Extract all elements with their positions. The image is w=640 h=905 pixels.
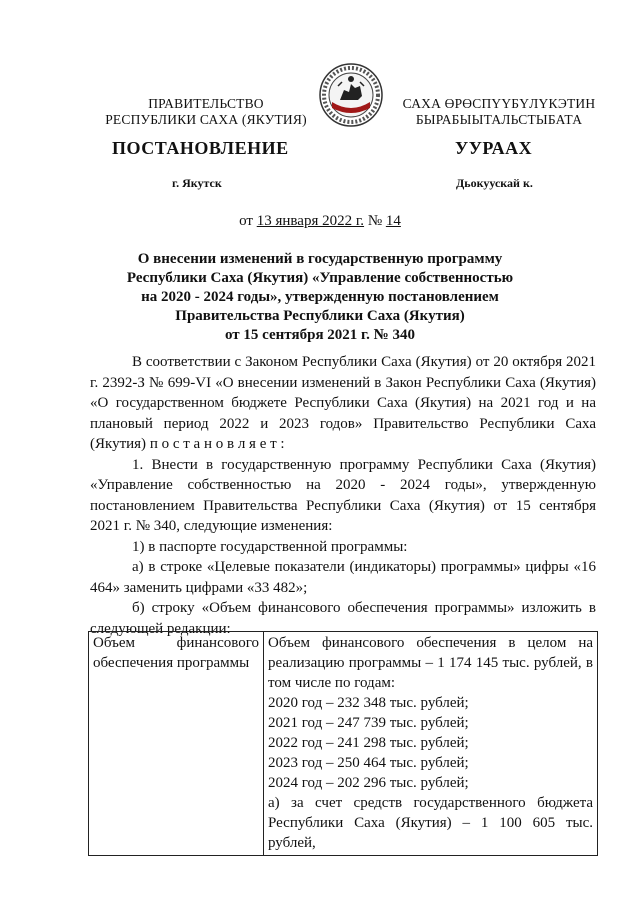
date-line (0, 213, 640, 230)
city-sah: Дьокуускай к. (456, 176, 533, 190)
financing-year: 2023 год – 250 464 тыс. рублей; (268, 755, 469, 771)
title-line: Республики Саха (Якутия) «Управление собственностью (126, 270, 514, 286)
government-name-ru (96, 96, 316, 128)
date-prefix: от (239, 213, 253, 229)
table-cell-content (264, 632, 598, 856)
city-ru: г. Якутск (172, 176, 222, 190)
table-cell-label: Объем финансового обеспечения программы (89, 632, 264, 856)
paragraph-preamble (90, 352, 596, 455)
paragraph-subitem-b: б) строку «Объем финансового обеспечения программы» изложить в следующей редакции: (90, 600, 596, 637)
paragraph-item-1: 1. Внести в государственную программу Республики Саха (Якутия) «Управление собственностью на 2020 - 2024 годы», утвержденную постановлением Правительства Республики Саха (Якутия) от 15 сентября 2021 г. № 340, следующие изменения: (90, 456, 596, 534)
financing-intro: Объем финансового обеспечения в целом на реализацию программы – 1 174 145 тыс. рублей, в том числе по годам: (268, 635, 593, 691)
doc-type-ru: ПОСТАНОВЛЕНИЕ (112, 138, 289, 158)
paragraph-subitem-a: а) в строке «Целевые показатели (индикаторы) программы» цифры «16 464» заменить цифрами «33 482»; (90, 559, 596, 596)
government-name-sah (392, 96, 606, 128)
document-date: 13 января 2022 г. (256, 213, 365, 229)
financing-table (88, 631, 598, 856)
government-name-sah-line1: САХА ӨРӨСПҮҮБҮЛҮКЭТИН (402, 96, 596, 111)
government-name-sah-line2: БЫРАБЫЫТАЛЬСТЫБАТА (415, 112, 583, 127)
document-number: 14 (385, 213, 401, 229)
number-sign: № (367, 213, 383, 229)
financing-year: 2021 год – 247 739 тыс. рублей; (268, 715, 469, 731)
coat-of-arms-icon (318, 62, 384, 128)
preamble-text: В соответствии с Законом Республики Саха (Якутия) от 20 октября 2021 г. 2392-З № 699-VI «О внесении изменений в Закон Республики Саха (Якутия) «О государственном бюджете Республики Саха (Якутия) на 2021 год и на плановый период 2022 и 2023 годов» Правительство Республики Саха (Якутия) (90, 354, 596, 452)
title-line: О внесении изменений в государственную программу (137, 251, 503, 267)
doc-type-sah: УУРААХ (455, 138, 533, 158)
resolves-word: п о с т а н о в л я е т : (149, 436, 285, 452)
title-line: Правительства Республики Саха (Якутия) (175, 308, 465, 324)
title-line: от 15 сентября 2021 г. № 340 (225, 327, 415, 343)
document-body (90, 352, 596, 639)
table-row (89, 632, 598, 856)
financing-budget-a: а) за счет средств государственного бюджета Республики Саха (Якутия) – 1 100 605 тыс. рублей, (268, 795, 593, 851)
government-name-ru-line1: ПРАВИТЕЛЬСТВО (148, 96, 264, 111)
financing-year: 2024 год – 202 296 тыс. рублей; (268, 775, 469, 791)
government-name-ru-line2: РЕСПУБЛИКИ САХА (ЯКУТИЯ) (105, 112, 307, 127)
financing-year: 2022 год – 241 298 тыс. рублей; (268, 735, 469, 751)
document-title (90, 250, 550, 345)
title-line: на 2020 - 2024 годы», утвержденную постановлением (141, 289, 499, 305)
financing-year: 2020 год – 232 348 тыс. рублей; (268, 695, 469, 711)
paragraph-subitem-1: 1) в паспорте государственной программы: (132, 538, 408, 555)
